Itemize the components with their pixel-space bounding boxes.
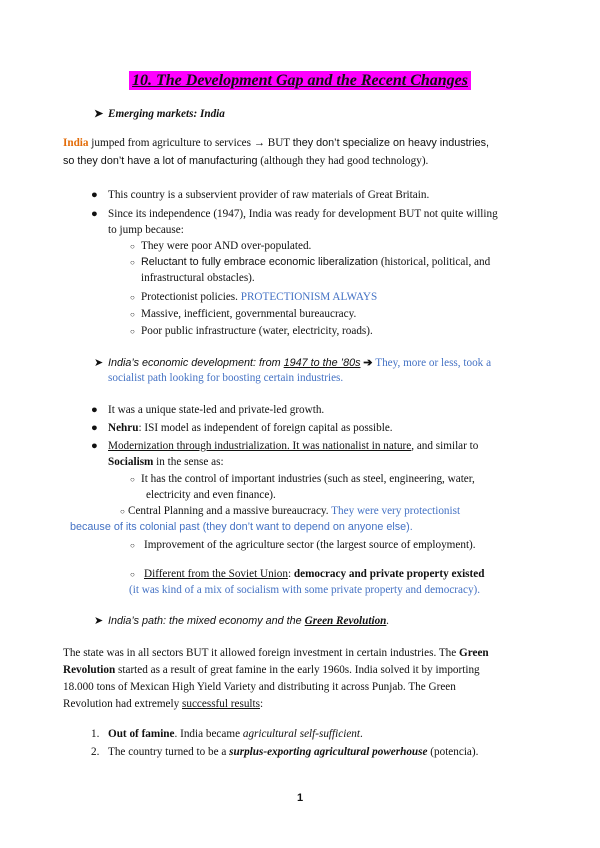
numbered-item-2: 2.: [91, 746, 100, 758]
circle-bullet-icon: ○: [130, 327, 135, 336]
sub-item-central-planning: Central Planning and a massive bureaucracy. They were very protectionist: [128, 505, 461, 517]
arrow-right-icon: ➔: [363, 357, 373, 369]
numbered-item-1: 1.: [91, 728, 100, 740]
arrow-bullet-icon: ➤: [94, 615, 104, 627]
heading-economic-development: ➤ India’s economic development: from 1947 to the ’80s ➔ They, more or less, took a: [94, 357, 492, 369]
circle-bullet-icon: ○: [130, 475, 135, 484]
list-item: This country is a subservient provider of raw materials of Great Britain.: [108, 189, 430, 201]
sub-item-reluctant: Reluctant to fully embrace economic liberalization (historical, political, and: [141, 256, 491, 268]
sub-item-control-cont: electricity and even finance).: [146, 489, 276, 501]
bullet-dot-icon: ●: [91, 189, 98, 201]
circle-bullet-icon: ○: [130, 258, 135, 267]
circle-bullet-icon: ○: [130, 541, 135, 550]
paragraph-line-3: 18.000 tons of Mexican High Yield Variety and distributing it across Punjab. The Green: [63, 681, 456, 693]
circle-bullet-icon: ○: [120, 507, 125, 516]
list-item: It was a unique state-led and private-led growth.: [108, 404, 325, 416]
circle-bullet-icon: ○: [130, 310, 135, 319]
circle-bullet-icon: ○: [130, 242, 135, 251]
intro-line-2: so they don’t have a lot of manufacturing (although they had good technology).: [63, 155, 429, 167]
arrow-bullet-icon: ➤: [94, 108, 104, 120]
numbered-item-2-text: The country turned to be a surplus-exporting agricultural powerhouse (potencia).: [108, 746, 479, 758]
paragraph-line-2: Revolution started as a result of great famine in the early 1960s. India solved it by importing: [63, 664, 480, 676]
numbered-item-1-text: Out of famine. India became agricultural self-sufficient.: [108, 728, 363, 740]
intro-line-1: India jumped from agriculture to services → BUT they don’t specialize on heavy industries,: [63, 137, 490, 149]
sub-item-infrastructure: Poor public infrastructure (water, electricity, roads).: [141, 325, 373, 337]
sub-item-control: It has the control of important industries (such as steel, engineering, water,: [141, 473, 475, 485]
sub-item-agriculture: Improvement of the agriculture sector (the largest source of employment).: [144, 539, 476, 551]
list-item: Nehru: ISI model as independent of foreign capital as possible.: [108, 422, 393, 434]
heading-economic-development-cont: socialist path looking for boosting certain industries.: [108, 372, 344, 384]
list-item-continuation: Socialism in the sense as:: [108, 456, 224, 468]
circle-bullet-icon: ○: [130, 293, 135, 302]
sub-item-bureaucracy: Massive, inefficient, governmental bureaucracy.: [141, 308, 357, 320]
bullet-dot-icon: ●: [91, 422, 98, 434]
arrow-bullet-icon: ➤: [94, 357, 104, 369]
paragraph-line-1: The state was in all sectors BUT it allowed foreign investment in certain industries. The Green: [63, 647, 489, 659]
sub-item-central-planning-cont: because of its colonial past (they don’t want to depend on anyone else).: [70, 521, 413, 533]
bullet-dot-icon: ●: [91, 208, 98, 220]
list-item-continuation: to jump because:: [108, 224, 184, 236]
paragraph-line-4: Revolution had extremely successful results:: [63, 698, 264, 710]
list-item: Modernization through industrialization. It was nationalist in nature, and similar to: [108, 440, 479, 452]
list-item: Since its independence (1947), India was ready for development BUT not quite willing: [108, 208, 498, 220]
sub-item-soviet-cont: (it was kind of a mix of socialism with some private property and democracy).: [129, 584, 481, 596]
sub-item-soviet: Different from the Soviet Union: democracy and private property existed: [144, 568, 485, 580]
bullet-dot-icon: ●: [91, 440, 98, 452]
circle-bullet-icon: ○: [130, 570, 135, 579]
sub-item-poor: They were poor AND over-populated.: [141, 240, 312, 252]
heading-emerging-markets: ➤ Emerging markets: India: [94, 108, 225, 120]
page-title: 10. The Development Gap and the Recent Changes: [0, 72, 600, 90]
heading-green-revolution: ➤ India’s path: the mixed economy and the Green Revolution.: [94, 615, 390, 627]
sub-item-protectionist: Protectionist policies. PROTECTIONISM ALWAYS: [141, 291, 378, 303]
bullet-dot-icon: ●: [91, 404, 98, 416]
page-number: 1: [296, 792, 304, 804]
sub-item-reluctant-cont: infrastructural obstacles).: [141, 272, 255, 284]
